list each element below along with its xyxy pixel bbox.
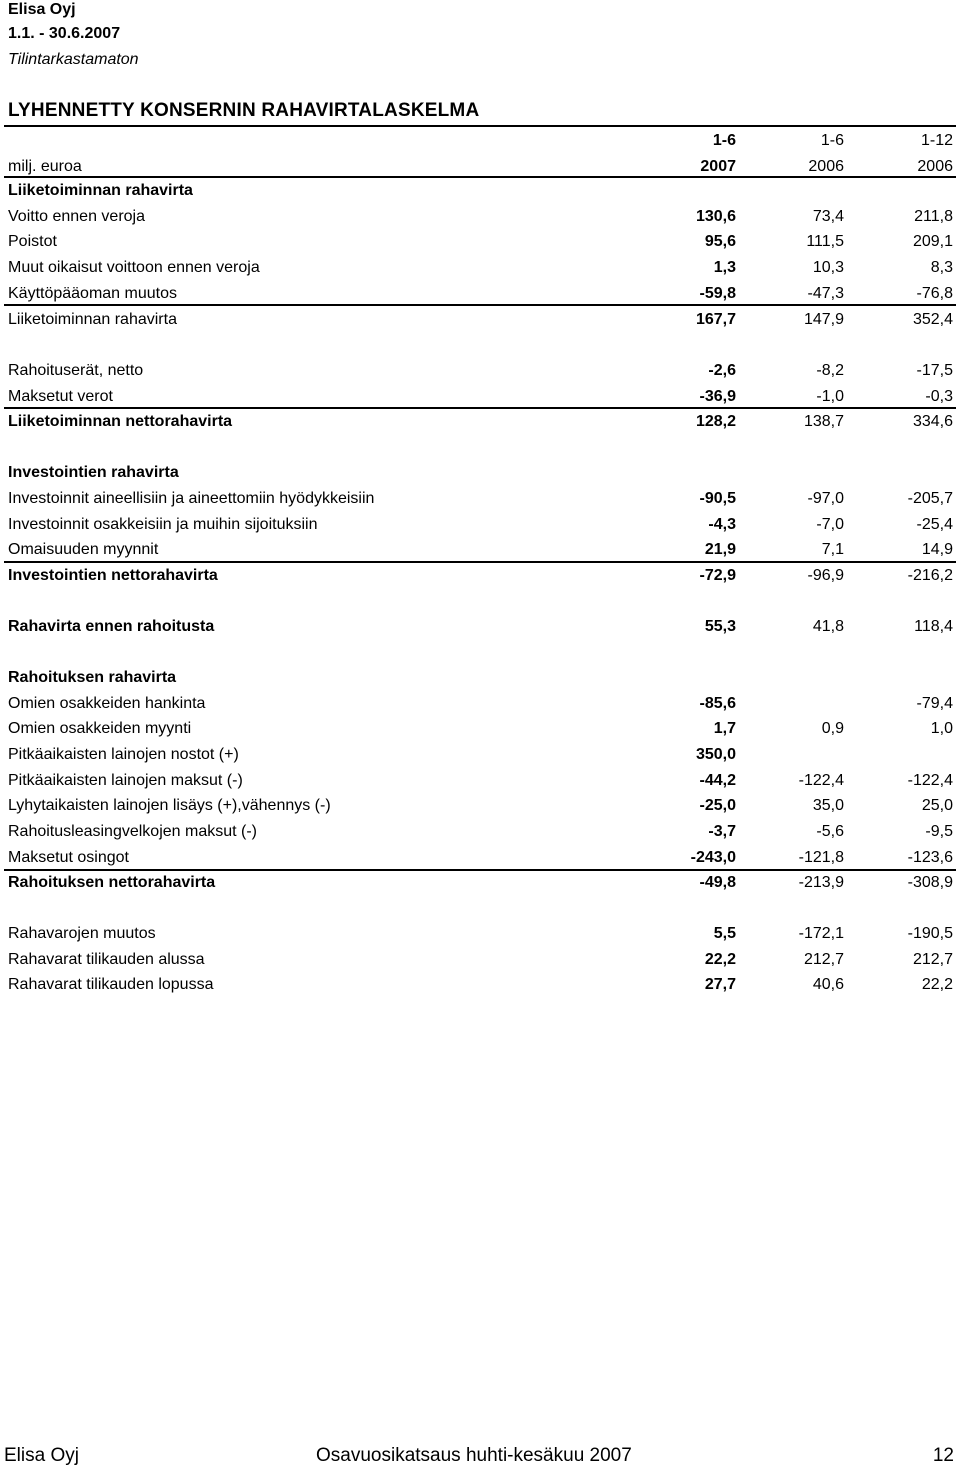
column-year-2: 2006: [808, 158, 844, 175]
row-value-col3: 8,3: [930, 259, 953, 276]
row-value-col1: -90,5: [699, 490, 736, 507]
row-value-col1: 22,2: [704, 951, 736, 968]
row-value-col3: -216,2: [907, 567, 953, 584]
row-value-col1: 27,7: [704, 976, 736, 993]
row-value-col3: 22,2: [921, 976, 953, 993]
row-value-col1: 1,7: [713, 720, 736, 737]
row-value-col2: 212,7: [803, 951, 844, 968]
row-value-col3: 1,0: [930, 720, 953, 737]
row-value-col2: -96,9: [807, 567, 844, 584]
table-row: [0, 460, 960, 485]
row-value-col1: 130,6: [695, 208, 736, 225]
row-value-col3: -123,6: [907, 849, 953, 866]
table-row: [0, 563, 960, 588]
table-row: [0, 537, 960, 562]
row-label: Omien osakkeiden myynti: [8, 720, 192, 737]
table-row: [0, 845, 960, 870]
table-row: [0, 665, 960, 690]
table-row: [0, 947, 960, 972]
table-row: [0, 819, 960, 844]
row-value-col1: -72,9: [699, 567, 736, 584]
footer-page-number: 12: [932, 1445, 954, 1466]
row-value-col1: -59,8: [699, 285, 736, 302]
row-value-col3: -76,8: [916, 285, 953, 302]
column-year-3: 2006: [917, 158, 953, 175]
row-label: Rahavarat tilikauden lopussa: [8, 976, 214, 993]
row-value-col3: 14,9: [921, 541, 953, 558]
company-name: Elisa Oyj: [8, 1, 76, 18]
column-year-1: 2007: [700, 158, 736, 175]
table-row: [0, 768, 960, 793]
row-label: Investoinnit aineellisiin ja aineettomiin hyödykkeisiin: [8, 490, 375, 507]
row-value-col3: -25,4: [916, 516, 953, 533]
table-row: [0, 255, 960, 280]
row-label: Pitkäaikaisten lainojen maksut (-): [8, 772, 243, 789]
row-value-col2: -5,6: [816, 823, 844, 840]
column-period-row: [0, 128, 960, 153]
row-value-col1: -85,6: [699, 695, 736, 712]
row-value-col2: 138,7: [803, 413, 844, 430]
row-label: Rahavarojen muutos: [8, 925, 156, 942]
row-value-col3: 212,7: [912, 951, 953, 968]
table-row: [0, 204, 960, 229]
row-value-col1: -36,9: [699, 388, 736, 405]
row-value-col1: -3,7: [708, 823, 736, 840]
row-value-col3: 334,6: [912, 413, 953, 430]
row-value-col3: -190,5: [907, 925, 953, 942]
row-value-col1: -44,2: [699, 772, 736, 789]
table-row: [0, 281, 960, 306]
row-label: Poistot: [8, 233, 57, 250]
rule-after-dividends: [4, 869, 956, 871]
row-value-col3: -9,5: [925, 823, 953, 840]
row-value-col2: -7,0: [816, 516, 844, 533]
row-value-col2: -8,2: [816, 362, 844, 379]
row-value-col3: -122,4: [907, 772, 953, 789]
row-label: Rahavarat tilikauden alussa: [8, 951, 205, 968]
page-title: LYHENNETTY KONSERNIN RAHAVIRTALASKELMA: [8, 100, 480, 121]
footer-report-name: Osavuosikatsaus huhti-kesäkuu 2007: [316, 1445, 632, 1466]
row-label: Rahoituksen rahavirta: [8, 669, 177, 686]
row-value-col3: -17,5: [916, 362, 953, 379]
row-value-col1: 350,0: [695, 746, 736, 763]
row-label: Omaisuuden myynnit: [8, 541, 159, 558]
table-row: [0, 691, 960, 716]
row-label: Pitkäaikaisten lainojen nostot (+): [8, 746, 239, 763]
row-label: Liiketoiminnan rahavirta: [8, 182, 193, 199]
row-value-col1: 21,9: [704, 541, 736, 558]
row-label: Liiketoiminnan rahavirta: [8, 311, 177, 328]
row-value-col3: 211,8: [914, 208, 953, 225]
row-value-col2: -213,9: [798, 874, 844, 891]
rule-after-working-capital: [4, 304, 956, 306]
row-value-col2: 0,9: [821, 720, 844, 737]
table-row: [0, 178, 960, 203]
table-row: [0, 972, 960, 997]
table-row: [0, 742, 960, 767]
row-value-col2: -47,3: [807, 285, 844, 302]
audit-status: Tilintarkastamaton: [8, 51, 139, 68]
row-value-col2: -97,0: [807, 490, 844, 507]
rule-after-taxes: [4, 407, 956, 409]
row-value-col3: 209,1: [912, 233, 953, 250]
row-value-col1: 5,5: [713, 925, 736, 942]
row-label: Käyttöpääoman muutos: [8, 285, 177, 302]
row-value-col3: -79,4: [916, 695, 953, 712]
row-value-col2: -1,0: [816, 388, 844, 405]
column-period-3: 1-12: [920, 132, 953, 149]
table-row: [0, 358, 960, 383]
row-label: Maksetut osingot: [8, 849, 129, 866]
table-row: [0, 716, 960, 741]
row-label: Maksetut verot: [8, 388, 113, 405]
report-period: 1.1. - 30.6.2007: [8, 25, 121, 42]
row-label: Investointien rahavirta: [8, 464, 179, 481]
row-label: Rahoituserät, netto: [8, 362, 144, 379]
row-value-col1: 167,7: [695, 311, 736, 328]
unit-label: milj. euroa: [8, 158, 82, 175]
column-period-2: 1-6: [820, 132, 844, 149]
rule-after-asset-sales: [4, 561, 956, 563]
table-row: [0, 486, 960, 511]
row-label: Lyhytaikaisten lainojen lisäys (+),vähennys (-): [8, 797, 331, 814]
table-row: [0, 384, 960, 409]
row-value-col2: -121,8: [798, 849, 844, 866]
row-value-col2: -122,4: [798, 772, 844, 789]
table-row: [0, 614, 960, 639]
row-value-col2: 35,0: [812, 797, 844, 814]
row-value-col3: 352,4: [912, 311, 953, 328]
row-value-col1: -243,0: [690, 849, 736, 866]
table-row: [0, 307, 960, 332]
table-row: [0, 512, 960, 537]
row-value-col3: 118,4: [914, 618, 953, 635]
row-value-col2: 40,6: [812, 976, 844, 993]
row-value-col2: 147,9: [803, 311, 844, 328]
row-label: Muut oikaisut voittoon ennen veroja: [8, 259, 260, 276]
row-value-col1: -49,8: [699, 874, 736, 891]
title-rule: [4, 125, 956, 127]
row-value-col2: 41,8: [812, 618, 844, 635]
row-value-col1: 95,6: [704, 233, 736, 250]
footer-company: Elisa Oyj: [4, 1445, 79, 1466]
table-row: [0, 870, 960, 895]
row-value-col3: -308,9: [907, 874, 953, 891]
row-value-col1: 128,2: [695, 413, 736, 430]
column-period-1: 1-6: [712, 132, 736, 149]
table-row: [0, 229, 960, 254]
row-label: Investoinnit osakkeisiin ja muihin sijoituksiin: [8, 516, 318, 533]
row-value-col3: -0,3: [925, 388, 953, 405]
row-label: Rahoituksen nettorahavirta: [8, 874, 216, 891]
row-value-col3: -205,7: [907, 490, 953, 507]
row-label: Omien osakkeiden hankinta: [8, 695, 206, 712]
table-row: [0, 409, 960, 434]
row-label: Investointien nettorahavirta: [8, 567, 218, 584]
row-value-col1: -4,3: [708, 516, 736, 533]
row-value-col2: 111,5: [806, 233, 844, 250]
table-row: [0, 921, 960, 946]
row-value-col1: -2,6: [708, 362, 736, 379]
row-value-col2: 7,1: [821, 541, 844, 558]
table-row: [0, 793, 960, 818]
row-value-col2: 73,4: [812, 208, 844, 225]
row-label: Voitto ennen veroja: [8, 208, 145, 225]
row-value-col1: -25,0: [699, 797, 736, 814]
row-value-col3: 25,0: [921, 797, 953, 814]
row-value-col1: 55,3: [704, 618, 736, 635]
row-label: Rahavirta ennen rahoitusta: [8, 618, 215, 635]
row-value-col1: 1,3: [713, 259, 736, 276]
row-label: Liiketoiminnan nettorahavirta: [8, 413, 233, 430]
row-value-col2: -172,1: [798, 925, 844, 942]
row-label: Rahoitusleasingvelkojen maksut (-): [8, 823, 257, 840]
row-value-col2: 10,3: [812, 259, 844, 276]
